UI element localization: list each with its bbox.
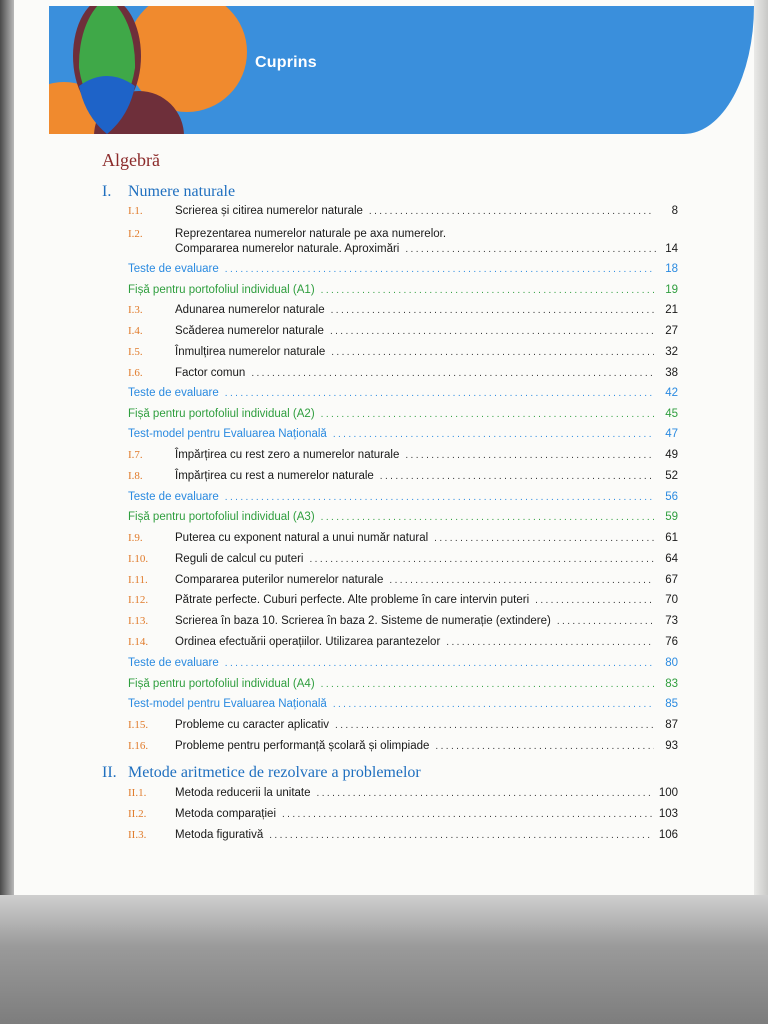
entry-page: 87 <box>665 719 678 731</box>
leader-dots <box>225 658 654 669</box>
toc-entry[interactable] <box>128 346 678 364</box>
entry-page: 83 <box>665 678 678 690</box>
entry-title: Fișă pentru portofoliul individual (A2) <box>128 408 315 420</box>
entry-title: Reguli de calcul cu puteri <box>175 553 304 565</box>
toc-entry[interactable] <box>128 367 678 385</box>
toc-entry[interactable] <box>128 449 678 467</box>
entry-number: I.14. <box>128 636 149 648</box>
entry-page: 42 <box>665 387 678 399</box>
book-page <box>14 0 754 895</box>
entry-page: 67 <box>665 574 678 586</box>
entry-page: 18 <box>665 263 678 275</box>
toc-entry[interactable] <box>128 228 678 260</box>
leader-dots <box>225 264 654 275</box>
entry-page: 61 <box>665 532 678 544</box>
toc-entry[interactable] <box>128 698 678 716</box>
decorative-circles-logo <box>49 6 754 134</box>
entry-title: Compararea numerelor naturale. Aproximări <box>175 243 400 255</box>
entry-title: Ordinea efectuării operațiilor. Utilizarea parantezelor <box>175 636 441 648</box>
entry-number: I.13. <box>128 615 149 627</box>
entry-page: 49 <box>665 449 678 461</box>
leader-dots <box>434 533 654 544</box>
toc-entry[interactable] <box>128 511 678 529</box>
entry-title: Teste de evaluare <box>128 387 219 399</box>
entry-number: I.5. <box>128 346 143 358</box>
entry-number: I.6. <box>128 367 143 379</box>
leader-dots <box>446 637 654 648</box>
entry-page: 14 <box>665 243 678 255</box>
leader-dots <box>330 326 654 337</box>
leader-dots <box>269 830 653 841</box>
entry-title: Împărțirea cu rest zero a numerelor naturale <box>175 449 400 461</box>
entry-page: 45 <box>665 408 678 420</box>
entry-page: 80 <box>665 657 678 669</box>
entry-page: 19 <box>665 284 678 296</box>
entry-page: 64 <box>665 553 678 565</box>
leader-dots <box>310 554 655 565</box>
toc-entry[interactable] <box>128 263 678 281</box>
header-banner <box>49 6 754 134</box>
entry-page: 70 <box>665 594 678 606</box>
entry-page: 85 <box>665 698 678 710</box>
entry-page: 47 <box>665 428 678 440</box>
scan-edge-left <box>0 0 14 1024</box>
entry-title-line1: Reprezentarea numerelor naturale pe axa numerelor. <box>175 228 447 240</box>
entry-title: Test-model pentru Evaluarea Națională <box>128 698 327 710</box>
chapter-title: Metode aritmetice de rezolvare a problemelor <box>128 764 421 781</box>
leader-dots <box>369 206 654 217</box>
leader-dots <box>331 305 654 316</box>
entry-title: Compararea puterilor numerelor naturale <box>175 574 384 586</box>
leader-dots <box>389 575 654 586</box>
entry-page: 76 <box>665 636 678 648</box>
scan-bottom-shadow <box>0 895 768 1024</box>
leader-dots <box>535 595 654 606</box>
leader-dots <box>317 788 653 799</box>
entry-page: 106 <box>658 829 678 841</box>
entry-number: I.11. <box>128 574 148 586</box>
entry-page: 103 <box>658 808 678 820</box>
leader-dots <box>225 388 654 399</box>
entry-title: Teste de evaluare <box>128 263 219 275</box>
leader-dots <box>331 347 654 358</box>
entry-page: 21 <box>665 304 678 316</box>
leader-dots <box>321 285 654 296</box>
toc-entry[interactable] <box>128 428 678 446</box>
entry-title: Scrierea în baza 10. Scrierea în baza 2. Sisteme de numerație (extindere) <box>175 615 551 627</box>
leader-dots <box>380 471 654 482</box>
entry-page: 59 <box>665 511 678 523</box>
entry-title: Fișă pentru portofoliul individual (A4) <box>128 678 315 690</box>
entry-number: I.8. <box>128 470 143 482</box>
entry-number: I.10. <box>128 553 149 565</box>
entry-title: Factor comun <box>175 367 246 379</box>
leader-dots <box>435 741 654 752</box>
leader-dots <box>225 492 654 503</box>
leader-dots <box>405 450 654 461</box>
entry-title: Probleme pentru performanță școlară și olimpiade <box>175 740 430 752</box>
toc-entry[interactable] <box>128 657 678 675</box>
section-heading: Algebră <box>102 150 160 170</box>
entry-number: I.12. <box>128 594 149 606</box>
toc-entry[interactable] <box>128 829 678 847</box>
entry-title: Fișă pentru portofoliul individual (A3) <box>128 511 315 523</box>
entry-page: 32 <box>665 346 678 358</box>
entry-title: Metoda comparației <box>175 808 276 820</box>
entry-number: I.16. <box>128 740 149 752</box>
leader-dots <box>321 512 654 523</box>
entry-page: 38 <box>665 367 678 379</box>
toc-entry[interactable] <box>128 387 678 405</box>
leader-dots <box>333 699 654 710</box>
entry-page: 52 <box>665 470 678 482</box>
entry-title: Test-model pentru Evaluarea Națională <box>128 428 327 440</box>
entry-number: I.2. <box>128 228 143 240</box>
chapter-heading-1 <box>102 183 235 201</box>
entry-number: I.9. <box>128 532 143 544</box>
toc-entry[interactable] <box>128 491 678 509</box>
entry-title: Metoda reducerii la unitate <box>175 787 311 799</box>
toc-entry[interactable] <box>128 284 678 302</box>
toc-entry[interactable] <box>128 574 678 592</box>
chapter-number: II. <box>102 764 117 781</box>
entry-page: 100 <box>658 787 678 799</box>
entry-number: I.4. <box>128 325 143 337</box>
leader-dots <box>405 244 659 255</box>
toc-entry[interactable] <box>128 678 678 696</box>
toc-entry[interactable] <box>128 787 678 805</box>
toc-entry[interactable] <box>128 304 678 322</box>
entry-title: Probleme cu caracter aplicativ <box>175 719 330 731</box>
entry-title: Metoda figurativă <box>175 829 264 841</box>
toc-entry[interactable] <box>128 615 678 633</box>
toc-entry[interactable] <box>128 594 678 612</box>
entry-title: Înmulțirea numerelor naturale <box>175 346 326 358</box>
toc-entry[interactable] <box>128 740 678 758</box>
entry-title: Pătrate perfecte. Cuburi perfecte. Alte probleme în care intervin puteri <box>175 594 530 606</box>
entry-number: I.1. <box>128 205 143 217</box>
entry-number: I.7. <box>128 449 143 461</box>
entry-page: 27 <box>665 325 678 337</box>
leader-dots <box>335 720 654 731</box>
entry-title: Scrierea și citirea numerelor naturale <box>175 205 363 217</box>
entry-number: I.15. <box>128 719 149 731</box>
entry-title: Fișă pentru portofoliul individual (A1) <box>128 284 315 296</box>
toc-entry[interactable] <box>128 205 678 223</box>
leader-dots <box>333 429 654 440</box>
leader-dots <box>251 368 654 379</box>
leader-dots <box>282 809 653 820</box>
leader-dots <box>321 679 654 690</box>
chapter-number: I. <box>102 183 112 200</box>
entry-page: 8 <box>671 205 678 217</box>
chapter-heading-2 <box>102 764 421 782</box>
entry-page: 93 <box>665 740 678 752</box>
entry-title: Teste de evaluare <box>128 657 219 669</box>
toc-entry[interactable] <box>128 553 678 571</box>
toc-entry[interactable] <box>128 808 678 826</box>
toc-entry[interactable] <box>128 532 678 550</box>
entry-number: II.2. <box>128 808 147 820</box>
entry-number: I.3. <box>128 304 143 316</box>
scan-edge-right <box>754 0 768 895</box>
leader-dots <box>321 409 654 420</box>
entry-number: II.1. <box>128 787 147 799</box>
entry-title: Puterea cu exponent natural a unui număr natural <box>175 532 429 544</box>
page-title: Cuprins <box>255 54 317 71</box>
toc-entry[interactable] <box>128 719 678 737</box>
toc-entry[interactable] <box>128 408 678 426</box>
toc-entry[interactable] <box>128 636 678 654</box>
entry-title: Împărțirea cu rest a numerelor naturale <box>175 470 374 482</box>
toc-entry[interactable] <box>128 470 678 488</box>
entry-page: 56 <box>665 491 678 503</box>
entry-title: Adunarea numerelor naturale <box>175 304 325 316</box>
leader-dots <box>557 616 654 627</box>
entry-title: Teste de evaluare <box>128 491 219 503</box>
entry-page: 73 <box>665 615 678 627</box>
toc-entry[interactable] <box>128 325 678 343</box>
chapter-title: Numere naturale <box>128 183 236 200</box>
entry-number: II.3. <box>128 829 147 841</box>
entry-title: Scăderea numerelor naturale <box>175 325 324 337</box>
